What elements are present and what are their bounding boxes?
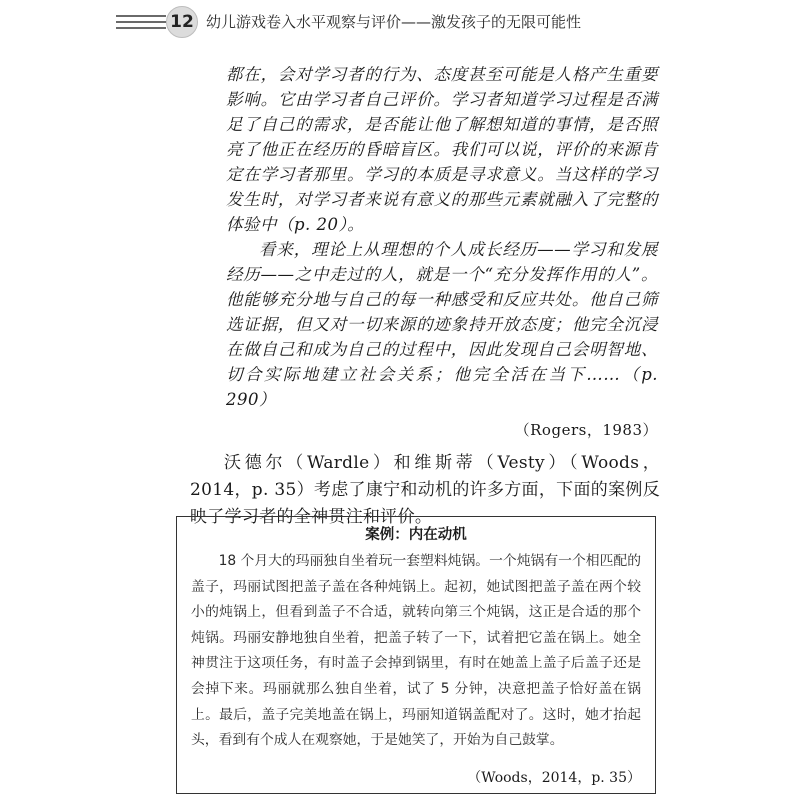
header-decorative-lines bbox=[116, 15, 166, 29]
running-header bbox=[116, 6, 716, 38]
block-quote bbox=[226, 62, 658, 443]
case-box bbox=[176, 516, 656, 794]
quote-paragraph-2: 看来，理论上从理想的个人成长经历——学习和发展经历——之中走过的人，就是一个“充分发挥作用的人”。他能够充分地与自己的每一种感受和反应共处。他自己筛选证据，但又对一切来源的迹象持开放态度；他完全沉浸在做自己和成为自己的过程中，因此发现自己会明智地、切合实际地建立社会关系；他完全活在当下……（p. 290） bbox=[226, 240, 658, 409]
quote-paragraph-1: 都在，会对学习者的行为、态度甚至可能是人格产生重要影响。它由学习者自己评价。学习者知道学习过程是否满足了自己的需求，是否能让他了解想知道的事情，是否照亮了他正在经历的昏暗盲区。我们可以说，评价的来源肯定在学习者那里。学习的本质是寻求意义。当这样的学习发生时，对学习者来说有意义的那些元素就融入了完整的体验中（p. 20）。 bbox=[226, 65, 658, 234]
case-text: 18 个月大的玛丽独自坐着玩一套塑料炖锅。一个炖锅有一个相匹配的盖子，玛丽试图把盖子盖在各种炖锅上。起初，她试图把盖子盖在两个较小的炖锅上，但看到盖子不合适，就转向第三个炖锅，这正是合适的那个炖锅。玛丽安静地独自坐着，把盖子转了一下，试着把它盖在锅上。她全神贯注于这项任务，有时盖子会掉到锅里，有时在她盖上盖子后盖子还是会掉下来。玛丽就那么独自坐着，试了 5 分钟，决意把盖子恰好盖在锅上。最后，盖子完美地盖在锅上，玛丽知道锅盖配对了。这时，她才抬起头，看到有个成人在观察她，于是她笑了，开始为自己鼓掌。 bbox=[191, 553, 641, 749]
case-title: 案例：内在动机 bbox=[365, 527, 467, 543]
body-paragraph: 沃德尔（Wardle）和维斯蒂（Vesty）（Woods，2014，p. 35）考虑了康宁和动机的许多方面，下面的案例反映了学习者的全神贯注和评价。 bbox=[190, 453, 660, 527]
header-title: 幼儿游戏卷入水平观察与评价——激发孩子的无限可能性 bbox=[206, 13, 582, 31]
page-number: 12 bbox=[166, 6, 198, 38]
case-citation: （Woods，2014，p. 35） bbox=[467, 770, 641, 786]
quote-citation: （Rogers，1983） bbox=[514, 421, 658, 439]
